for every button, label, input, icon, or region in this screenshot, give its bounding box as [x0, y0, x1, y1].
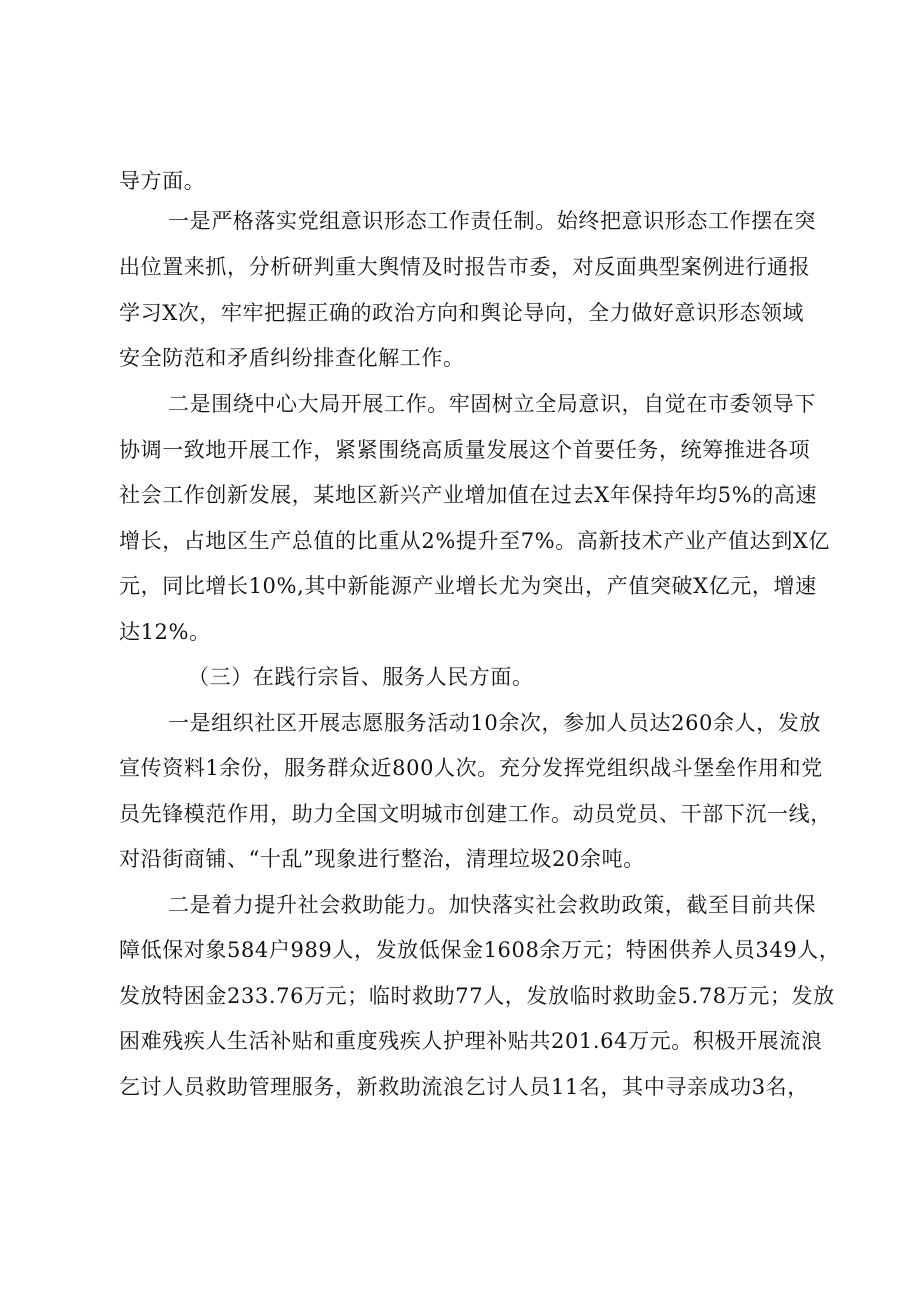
paragraph-3-line-3: 员先锋模范作用，助力全国文明城市创建工作。动员党员、干部下沉一线，	[119, 802, 832, 826]
paragraph-4-line-5: 乞讨人员救助管理服务，新救助流浪乞讨人员11名，其中寻亲成功3名，	[119, 1075, 809, 1099]
paragraph-3-line-4: 对沿街商铺、“十乱”现象进行整治，清理垃圾20余吨。	[119, 847, 645, 871]
paragraph-2-line-6: 达12%。	[119, 620, 211, 644]
body-line-1: 导方面。	[119, 169, 206, 193]
paragraph-3-line-1: 一是组织社区开展志愿服务活动10余次，参加人员达260余人，发放	[168, 711, 822, 735]
paragraph-2-line-3: 社会工作创新发展，某地区新兴产业增加值在过去X年保持年均5%的高速	[119, 483, 818, 507]
paragraph-4-line-1: 二是着力提升社会救助能力。加快落实社会救助政策，截至目前共保	[168, 893, 816, 917]
paragraph-2-line-5: 元，同比增长10%,其中新能源产业增长尤为突出，产值突破X亿元，增速	[119, 574, 817, 598]
paragraph-2-line-2: 协调一致地开展工作，紧紧围绕高质量发展这个首要任务，统筹推进各项	[119, 438, 811, 462]
paragraph-1-line-3: 学习X次，牢牢把握正确的政治方向和舆论导向，全力做好意识形态领域	[119, 301, 805, 325]
paragraph-1-line-1: 一是严格落实党组意识形态工作责任制。始终把意识形态工作摆在突	[168, 209, 816, 233]
paragraph-2-line-1: 二是围绕中心大局开展工作。牢固树立全局意识，自觉在市委领导下	[168, 392, 816, 416]
section-heading: （三）在践行宗旨、服务人民方面。	[188, 665, 534, 689]
paragraph-2-line-4: 增长，占地区生产总值的比重从2%提升至7%。高新技术产业产值达到X亿	[119, 529, 830, 553]
paragraph-4-line-3: 发放特困金233.76万元；临时救助77人，发放临时救助金5.78万元；发放	[119, 984, 835, 1008]
paragraph-4-line-4: 困难残疾人生活补贴和重度残疾人护理补贴共201.64万元。积极开展流浪	[119, 1029, 823, 1053]
paragraph-1-line-2: 出位置来抓，分析研判重大舆情及时报告市委，对反面典型案例进行通报	[119, 255, 811, 279]
paragraph-3-line-2: 宣传资料1余份，服务群众近800人次。充分发挥党组织战斗堡垒作用和党	[119, 756, 823, 780]
paragraph-1-line-4: 安全防范和矛盾纠纷排查化解工作。	[119, 346, 465, 370]
paragraph-4-line-2: 障低保对象584户989人，发放低保金1608余万元；特困供养人员349人，	[119, 938, 841, 962]
